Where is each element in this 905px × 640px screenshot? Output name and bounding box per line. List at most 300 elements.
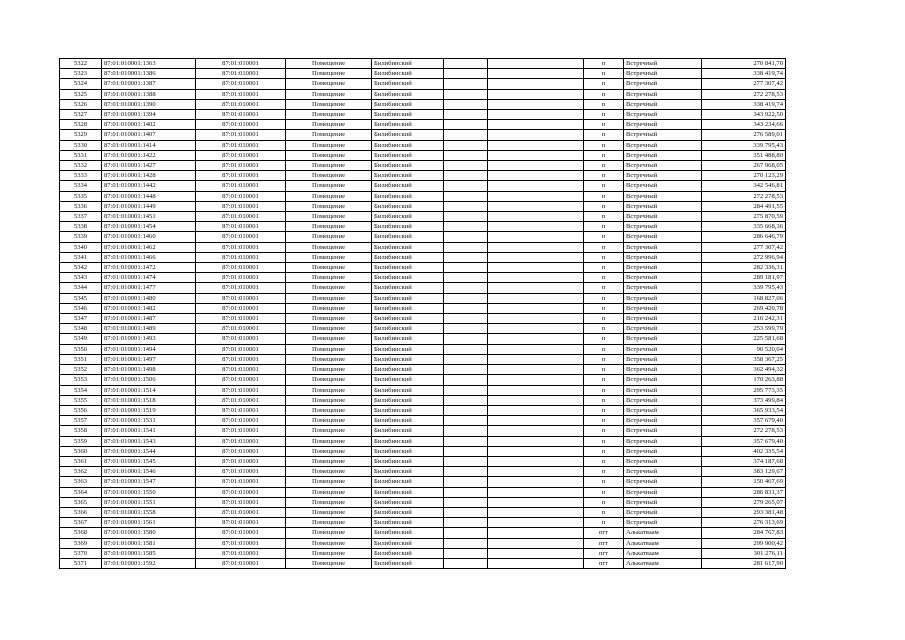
row-number: 5366 xyxy=(60,507,102,517)
cadastral-value: 90 520,04 xyxy=(702,344,786,354)
settlement-name: Встречный xyxy=(624,497,702,507)
empty-cell xyxy=(488,344,584,354)
cadastral-value: 299 900,42 xyxy=(702,538,786,548)
empty-cell xyxy=(444,548,488,558)
empty-cell xyxy=(488,538,584,548)
cadastral-value: 362 494,32 xyxy=(702,365,786,375)
settlement-type: п xyxy=(584,385,624,395)
settlement-name: Встречный xyxy=(624,120,702,130)
cadastral-number: 87:01:010001:1497 xyxy=(102,354,196,364)
cadastral-quarter: 87:01:010001 xyxy=(196,140,286,150)
row-number: 5353 xyxy=(60,375,102,385)
row-number: 5352 xyxy=(60,365,102,375)
district: Билибинский xyxy=(372,497,444,507)
settlement-name: Встречный xyxy=(624,365,702,375)
cadastral-value: 338 419,74 xyxy=(702,69,786,79)
empty-cell xyxy=(488,130,584,140)
empty-cell xyxy=(444,283,488,293)
cadastral-value: 342 546,81 xyxy=(702,181,786,191)
cadastral-number: 87:01:010001:1451 xyxy=(102,212,196,222)
table-row xyxy=(60,99,786,109)
cadastral-quarter: 87:01:010001 xyxy=(196,344,286,354)
settlement-type: п xyxy=(584,487,624,497)
object-type: Помещение xyxy=(286,354,372,364)
object-type: Помещение xyxy=(286,171,372,181)
row-number: 5367 xyxy=(60,518,102,528)
empty-cell xyxy=(444,324,488,334)
row-number: 5364 xyxy=(60,487,102,497)
settlement-type: пгт xyxy=(584,558,624,568)
cadastral-number: 87:01:010001:1427 xyxy=(102,161,196,171)
empty-cell xyxy=(488,354,584,364)
row-number: 5334 xyxy=(60,181,102,191)
table-row xyxy=(60,405,786,415)
object-type: Помещение xyxy=(286,232,372,242)
district: Билибинский xyxy=(372,89,444,99)
table-row xyxy=(60,59,786,69)
cadastral-number: 87:01:010001:1387 xyxy=(102,79,196,89)
settlement-type: п xyxy=(584,395,624,405)
settlement-type: п xyxy=(584,273,624,283)
object-type: Помещение xyxy=(286,507,372,517)
cadastral-number: 87:01:010001:1407 xyxy=(102,130,196,140)
settlement-name: Встречный xyxy=(624,487,702,497)
district: Билибинский xyxy=(372,518,444,528)
object-type: Помещение xyxy=(286,130,372,140)
settlement-name: Встречный xyxy=(624,201,702,211)
object-type: Помещение xyxy=(286,426,372,436)
cadastral-quarter: 87:01:010001 xyxy=(196,354,286,364)
row-number: 5340 xyxy=(60,242,102,252)
object-type: Помещение xyxy=(286,518,372,528)
settlement-name: Встречный xyxy=(624,507,702,517)
table-row xyxy=(60,79,786,89)
empty-cell xyxy=(488,375,584,385)
cadastral-number: 87:01:010001:1489 xyxy=(102,324,196,334)
empty-cell xyxy=(444,528,488,538)
empty-cell xyxy=(444,375,488,385)
cadastral-value: 343 922,50 xyxy=(702,110,786,120)
cadastral-number: 87:01:010001:1498 xyxy=(102,365,196,375)
settlement-name: Встречный xyxy=(624,222,702,232)
table-row xyxy=(60,334,786,344)
settlement-name: Встречный xyxy=(624,436,702,446)
cadastral-quarter: 87:01:010001 xyxy=(196,283,286,293)
settlement-name: Встречный xyxy=(624,273,702,283)
cadastral-number: 87:01:010001:1580 xyxy=(102,528,196,538)
table-row xyxy=(60,456,786,466)
empty-cell xyxy=(444,344,488,354)
settlement-name: Встречный xyxy=(624,324,702,334)
cadastral-value-table xyxy=(59,58,786,569)
empty-cell xyxy=(488,120,584,130)
settlement-type: п xyxy=(584,405,624,415)
settlement-type: п xyxy=(584,232,624,242)
cadastral-number: 87:01:010001:1585 xyxy=(102,548,196,558)
empty-cell xyxy=(444,487,488,497)
cadastral-number: 87:01:010001:1480 xyxy=(102,293,196,303)
empty-cell xyxy=(444,263,488,273)
empty-cell xyxy=(488,558,584,568)
settlement-name: Алькатваам xyxy=(624,528,702,538)
table-row xyxy=(60,538,786,548)
cadastral-number: 87:01:010001:1386 xyxy=(102,69,196,79)
cadastral-number: 87:01:010001:1402 xyxy=(102,120,196,130)
cadastral-value: 339 795,43 xyxy=(702,140,786,150)
cadastral-number: 87:01:010001:1422 xyxy=(102,150,196,160)
empty-cell xyxy=(488,171,584,181)
empty-cell xyxy=(444,416,488,426)
object-type: Помещение xyxy=(286,365,372,375)
empty-cell xyxy=(488,528,584,538)
row-number: 5346 xyxy=(60,303,102,313)
cadastral-quarter: 87:01:010001 xyxy=(196,446,286,456)
district: Билибинский xyxy=(372,456,444,466)
cadastral-quarter: 87:01:010001 xyxy=(196,467,286,477)
district: Билибинский xyxy=(372,436,444,446)
district: Билибинский xyxy=(372,263,444,273)
table-row xyxy=(60,548,786,558)
object-type: Помещение xyxy=(286,191,372,201)
cadastral-quarter: 87:01:010001 xyxy=(196,171,286,181)
empty-cell xyxy=(488,273,584,283)
row-number: 5368 xyxy=(60,528,102,538)
settlement-name: Встречный xyxy=(624,161,702,171)
row-number: 5322 xyxy=(60,59,102,69)
table-row xyxy=(60,150,786,160)
settlement-type: пгт xyxy=(584,538,624,548)
empty-cell xyxy=(488,212,584,222)
cadastral-number: 87:01:010001:1493 xyxy=(102,334,196,344)
table-row xyxy=(60,436,786,446)
cadastral-number: 87:01:010001:1474 xyxy=(102,273,196,283)
empty-cell xyxy=(444,171,488,181)
cadastral-value: 358 367,25 xyxy=(702,354,786,364)
object-type: Помещение xyxy=(286,436,372,446)
settlement-name: Встречный xyxy=(624,150,702,160)
table-row xyxy=(60,69,786,79)
row-number: 5330 xyxy=(60,140,102,150)
object-type: Помещение xyxy=(286,99,372,109)
district: Билибинский xyxy=(372,222,444,232)
cadastral-quarter: 87:01:010001 xyxy=(196,426,286,436)
settlement-type: п xyxy=(584,212,624,222)
cadastral-quarter: 87:01:010001 xyxy=(196,150,286,160)
empty-cell xyxy=(444,79,488,89)
cadastral-value: 272 278,53 xyxy=(702,191,786,201)
cadastral-number: 87:01:010001:1442 xyxy=(102,181,196,191)
district: Билибинский xyxy=(372,161,444,171)
district: Билибинский xyxy=(372,303,444,313)
cadastral-quarter: 87:01:010001 xyxy=(196,507,286,517)
table-row xyxy=(60,324,786,334)
settlement-name: Встречный xyxy=(624,293,702,303)
empty-cell xyxy=(444,252,488,262)
settlement-type: п xyxy=(584,314,624,324)
object-type: Помещение xyxy=(286,161,372,171)
cadastral-quarter: 87:01:010001 xyxy=(196,538,286,548)
object-type: Помещение xyxy=(286,140,372,150)
district: Билибинский xyxy=(372,79,444,89)
settlement-name: Встречный xyxy=(624,212,702,222)
settlement-type: п xyxy=(584,110,624,120)
settlement-type: пгт xyxy=(584,528,624,538)
table-row xyxy=(60,201,786,211)
cadastral-value: 284 491,55 xyxy=(702,201,786,211)
district: Билибинский xyxy=(372,140,444,150)
district: Билибинский xyxy=(372,324,444,334)
row-number: 5327 xyxy=(60,110,102,120)
object-type: Помещение xyxy=(286,334,372,344)
cadastral-value: 270 841,70 xyxy=(702,59,786,69)
settlement-type: п xyxy=(584,59,624,69)
cadastral-quarter: 87:01:010001 xyxy=(196,212,286,222)
settlement-name: Встречный xyxy=(624,467,702,477)
object-type: Помещение xyxy=(286,375,372,385)
object-type: Помещение xyxy=(286,201,372,211)
cadastral-quarter: 87:01:010001 xyxy=(196,518,286,528)
object-type: Помещение xyxy=(286,252,372,262)
settlement-type: п xyxy=(584,161,624,171)
empty-cell xyxy=(488,507,584,517)
empty-cell xyxy=(444,150,488,160)
settlement-type: п xyxy=(584,201,624,211)
settlement-type: п xyxy=(584,467,624,477)
district: Билибинский xyxy=(372,416,444,426)
cadastral-quarter: 87:01:010001 xyxy=(196,365,286,375)
cadastral-value: 339 795,43 xyxy=(702,283,786,293)
settlement-name: Встречный xyxy=(624,140,702,150)
cadastral-value: 284 767,83 xyxy=(702,528,786,538)
cadastral-value: 293 381,48 xyxy=(702,507,786,517)
empty-cell xyxy=(488,150,584,160)
table-row xyxy=(60,385,786,395)
empty-cell xyxy=(488,293,584,303)
cadastral-value: 277 307,42 xyxy=(702,242,786,252)
cadastral-quarter: 87:01:010001 xyxy=(196,334,286,344)
district: Билибинский xyxy=(372,171,444,181)
object-type: Помещение xyxy=(286,314,372,324)
cadastral-value: 286 646,79 xyxy=(702,232,786,242)
table-row xyxy=(60,395,786,405)
district: Билибинский xyxy=(372,273,444,283)
object-type: Помещение xyxy=(286,89,372,99)
table-row xyxy=(60,416,786,426)
district: Билибинский xyxy=(372,212,444,222)
table-row xyxy=(60,263,786,273)
settlement-name: Алькатваам xyxy=(624,538,702,548)
row-number: 5361 xyxy=(60,456,102,466)
empty-cell xyxy=(488,456,584,466)
table-row xyxy=(60,558,786,568)
cadastral-number: 87:01:010001:1581 xyxy=(102,538,196,548)
empty-cell xyxy=(488,242,584,252)
table-row xyxy=(60,467,786,477)
row-number: 5344 xyxy=(60,283,102,293)
cadastral-quarter: 87:01:010001 xyxy=(196,99,286,109)
cadastral-value: 272 278,53 xyxy=(702,426,786,436)
settlement-name: Алькатваам xyxy=(624,558,702,568)
settlement-type: п xyxy=(584,120,624,130)
row-number: 5324 xyxy=(60,79,102,89)
table-row xyxy=(60,273,786,283)
empty-cell xyxy=(444,201,488,211)
cadastral-number: 87:01:010001:1460 xyxy=(102,232,196,242)
empty-cell xyxy=(488,436,584,446)
empty-cell xyxy=(488,252,584,262)
empty-cell xyxy=(444,303,488,313)
settlement-name: Встречный xyxy=(624,344,702,354)
settlement-type: п xyxy=(584,222,624,232)
cadastral-quarter: 87:01:010001 xyxy=(196,375,286,385)
settlement-name: Встречный xyxy=(624,446,702,456)
settlement-name: Встречный xyxy=(624,283,702,293)
object-type: Помещение xyxy=(286,150,372,160)
settlement-type: п xyxy=(584,354,624,364)
cadastral-number: 87:01:010001:1482 xyxy=(102,303,196,313)
cadastral-value: 216 242,31 xyxy=(702,314,786,324)
object-type: Помещение xyxy=(286,283,372,293)
district: Билибинский xyxy=(372,507,444,517)
empty-cell xyxy=(444,110,488,120)
cadastral-number: 87:01:010001:1428 xyxy=(102,171,196,181)
cadastral-value: 286 831,37 xyxy=(702,487,786,497)
settlement-name: Встречный xyxy=(624,191,702,201)
district: Билибинский xyxy=(372,528,444,538)
district: Билибинский xyxy=(372,487,444,497)
table-row xyxy=(60,222,786,232)
empty-cell xyxy=(488,303,584,313)
cadastral-quarter: 87:01:010001 xyxy=(196,497,286,507)
settlement-name: Встречный xyxy=(624,69,702,79)
district: Билибинский xyxy=(372,426,444,436)
settlement-type: п xyxy=(584,334,624,344)
empty-cell xyxy=(444,161,488,171)
cadastral-quarter: 87:01:010001 xyxy=(196,263,286,273)
settlement-name: Встречный xyxy=(624,181,702,191)
settlement-name: Встречный xyxy=(624,59,702,69)
cadastral-value: 272 996,94 xyxy=(702,252,786,262)
object-type: Помещение xyxy=(286,467,372,477)
object-type: Помещение xyxy=(286,477,372,487)
row-number: 5363 xyxy=(60,477,102,487)
settlement-name: Встречный xyxy=(624,477,702,487)
settlement-type: п xyxy=(584,477,624,487)
cadastral-quarter: 87:01:010001 xyxy=(196,293,286,303)
empty-cell xyxy=(444,354,488,364)
table-row xyxy=(60,365,786,375)
cadastral-quarter: 87:01:010001 xyxy=(196,69,286,79)
district: Билибинский xyxy=(372,120,444,130)
settlement-name: Встречный xyxy=(624,263,702,273)
empty-cell xyxy=(444,426,488,436)
empty-cell xyxy=(444,99,488,109)
cadastral-value: 373 499,84 xyxy=(702,395,786,405)
empty-cell xyxy=(444,365,488,375)
empty-cell xyxy=(444,191,488,201)
object-type: Помещение xyxy=(286,222,372,232)
settlement-name: Встречный xyxy=(624,171,702,181)
row-number: 5355 xyxy=(60,395,102,405)
district: Билибинский xyxy=(372,59,444,69)
district: Билибинский xyxy=(372,191,444,201)
settlement-name: Встречный xyxy=(624,252,702,262)
cadastral-value: 351 488,80 xyxy=(702,150,786,160)
object-type: Помещение xyxy=(286,548,372,558)
empty-cell xyxy=(444,395,488,405)
cadastral-value: 335 668,36 xyxy=(702,222,786,232)
table-body xyxy=(60,59,786,569)
empty-cell xyxy=(444,130,488,140)
empty-cell xyxy=(444,405,488,415)
empty-cell xyxy=(444,467,488,477)
cadastral-number: 87:01:010001:1477 xyxy=(102,283,196,293)
district: Билибинский xyxy=(372,99,444,109)
empty-cell xyxy=(488,283,584,293)
settlement-type: п xyxy=(584,150,624,160)
cadastral-value: 281 617,90 xyxy=(702,558,786,568)
settlement-type: п xyxy=(584,497,624,507)
settlement-type: п xyxy=(584,375,624,385)
cadastral-quarter: 87:01:010001 xyxy=(196,385,286,395)
cadastral-quarter: 87:01:010001 xyxy=(196,303,286,313)
cadastral-quarter: 87:01:010001 xyxy=(196,273,286,283)
cadastral-quarter: 87:01:010001 xyxy=(196,79,286,89)
cadastral-quarter: 87:01:010001 xyxy=(196,436,286,446)
cadastral-value: 272 278,53 xyxy=(702,89,786,99)
table-row xyxy=(60,487,786,497)
cadastral-number: 87:01:010001:1550 xyxy=(102,487,196,497)
cadastral-number: 87:01:010001:1545 xyxy=(102,456,196,466)
empty-cell xyxy=(488,89,584,99)
cadastral-number: 87:01:010001:1414 xyxy=(102,140,196,150)
cadastral-value: 150 467,69 xyxy=(702,477,786,487)
cadastral-number: 87:01:010001:1541 xyxy=(102,426,196,436)
object-type: Помещение xyxy=(286,416,372,426)
empty-cell xyxy=(444,242,488,252)
cadastral-value: 168 827,06 xyxy=(702,293,786,303)
district: Билибинский xyxy=(372,344,444,354)
empty-cell xyxy=(444,477,488,487)
settlement-type: п xyxy=(584,456,624,466)
cadastral-value: 253 599,79 xyxy=(702,324,786,334)
cadastral-value: 289 181,97 xyxy=(702,273,786,283)
cadastral-quarter: 87:01:010001 xyxy=(196,416,286,426)
row-number: 5339 xyxy=(60,232,102,242)
empty-cell xyxy=(488,395,584,405)
cadastral-quarter: 87:01:010001 xyxy=(196,477,286,487)
cadastral-quarter: 87:01:010001 xyxy=(196,548,286,558)
settlement-name: Встречный xyxy=(624,385,702,395)
empty-cell xyxy=(444,59,488,69)
settlement-type: п xyxy=(584,293,624,303)
district: Билибинский xyxy=(372,375,444,385)
cadastral-value: 374 187,68 xyxy=(702,456,786,466)
cadastral-value: 383 129,67 xyxy=(702,467,786,477)
cadastral-value: 270 123,29 xyxy=(702,171,786,181)
settlement-name: Встречный xyxy=(624,395,702,405)
cadastral-number: 87:01:010001:1448 xyxy=(102,191,196,201)
cadastral-number: 87:01:010001:1546 xyxy=(102,467,196,477)
table-row xyxy=(60,191,786,201)
empty-cell xyxy=(444,497,488,507)
table-row xyxy=(60,120,786,130)
cadastral-value: 275 870,59 xyxy=(702,212,786,222)
settlement-type: п xyxy=(584,242,624,252)
empty-cell xyxy=(444,89,488,99)
settlement-type: п xyxy=(584,416,624,426)
cadastral-value: 282 336,31 xyxy=(702,263,786,273)
